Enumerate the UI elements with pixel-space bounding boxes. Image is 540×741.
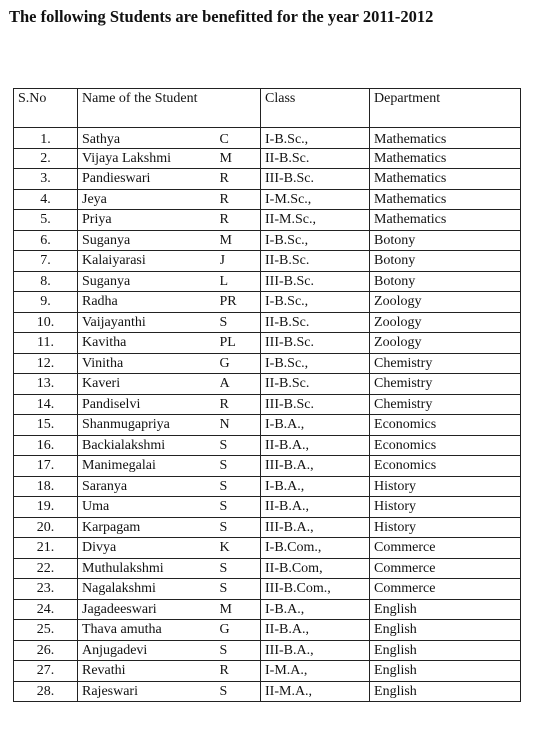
student-class: I-B.Sc.,: [261, 353, 370, 374]
serial-number: 27.: [14, 661, 78, 682]
student-initial: C: [220, 128, 261, 149]
student-initial: L: [220, 271, 261, 292]
table-row: [14, 189, 521, 210]
student-name: Nagalakshmi: [78, 579, 220, 600]
page-title: The following Students are benefitted for the year 2011-2012: [9, 7, 434, 26]
serial-number: 2.: [14, 148, 78, 169]
serial-number: 23.: [14, 579, 78, 600]
student-class: I-M.A.,: [261, 661, 370, 682]
table-row: [14, 271, 521, 292]
student-name: Vijaya Lakshmi: [78, 148, 220, 169]
table-row: [14, 374, 521, 395]
student-name: Revathi: [78, 661, 220, 682]
student-initial: S: [220, 476, 261, 497]
student-class: II-B.Com,: [261, 558, 370, 579]
student-initial: M: [220, 230, 261, 251]
student-department: Botony: [370, 271, 521, 292]
student-name: Kavitha: [78, 333, 220, 354]
student-name: Jeya: [78, 189, 220, 210]
student-department: History: [370, 517, 521, 538]
table-header-row: [14, 89, 521, 128]
table-row: [14, 251, 521, 272]
table-row: [14, 333, 521, 354]
table-row: [14, 210, 521, 231]
student-department: Zoology: [370, 333, 521, 354]
student-department: Commerce: [370, 538, 521, 559]
student-name: Anjugadevi: [78, 640, 220, 661]
student-department: Commerce: [370, 579, 521, 600]
student-name: Jagadeeswari: [78, 599, 220, 620]
serial-number: 24.: [14, 599, 78, 620]
table-row: [14, 640, 521, 661]
student-name: Karpagam: [78, 517, 220, 538]
student-initial: S: [220, 456, 261, 477]
student-name: Pandieswari: [78, 169, 220, 190]
student-name: Sathya: [78, 128, 220, 149]
student-department: Zoology: [370, 292, 521, 313]
serial-number: 8.: [14, 271, 78, 292]
student-class: II-B.Sc.: [261, 374, 370, 395]
serial-number: 13.: [14, 374, 78, 395]
student-initial: S: [220, 497, 261, 518]
student-class: III-B.A.,: [261, 640, 370, 661]
student-class: III-B.A.,: [261, 456, 370, 477]
student-class: II-B.Sc.: [261, 251, 370, 272]
student-initial: M: [220, 148, 261, 169]
student-class: I-B.Sc.,: [261, 292, 370, 313]
student-initial: R: [220, 189, 261, 210]
table-row: [14, 148, 521, 169]
student-initial: S: [220, 681, 261, 702]
student-initial: G: [220, 620, 261, 641]
student-initial: G: [220, 353, 261, 374]
student-initial: R: [220, 169, 261, 190]
student-name: Uma: [78, 497, 220, 518]
student-initial: S: [220, 579, 261, 600]
student-class: II-B.Sc.: [261, 312, 370, 333]
student-class: I-B.Sc.,: [261, 128, 370, 149]
student-initial: S: [220, 435, 261, 456]
student-name: Shanmugapriya: [78, 415, 220, 436]
student-department: Economics: [370, 415, 521, 436]
table-row: [14, 681, 521, 702]
table-row: [14, 394, 521, 415]
student-department: English: [370, 681, 521, 702]
table-row: [14, 353, 521, 374]
serial-number: 6.: [14, 230, 78, 251]
student-department: Mathematics: [370, 169, 521, 190]
serial-number: 17.: [14, 456, 78, 477]
student-initial: PL: [220, 333, 261, 354]
student-class: I-B.A.,: [261, 415, 370, 436]
table-row: [14, 620, 521, 641]
student-initial: N: [220, 415, 261, 436]
student-department: English: [370, 640, 521, 661]
table-body: [14, 128, 521, 702]
student-name: Priya: [78, 210, 220, 231]
serial-number: 25.: [14, 620, 78, 641]
student-department: Zoology: [370, 312, 521, 333]
student-initial: S: [220, 517, 261, 538]
serial-number: 28.: [14, 681, 78, 702]
student-name: Backialakshmi: [78, 435, 220, 456]
student-name: Suganya: [78, 271, 220, 292]
serial-number: 4.: [14, 189, 78, 210]
header-class: Class: [261, 89, 370, 128]
student-class: III-B.Sc.: [261, 169, 370, 190]
table-row: [14, 230, 521, 251]
student-name: Saranya: [78, 476, 220, 497]
student-initial: R: [220, 661, 261, 682]
header-department: Department: [370, 89, 521, 128]
table-row: [14, 558, 521, 579]
serial-number: 3.: [14, 169, 78, 190]
student-department: Economics: [370, 456, 521, 477]
table-row: [14, 538, 521, 559]
table-row: [14, 517, 521, 538]
table-row: [14, 497, 521, 518]
student-department: History: [370, 476, 521, 497]
serial-number: 21.: [14, 538, 78, 559]
serial-number: 19.: [14, 497, 78, 518]
student-department: Botony: [370, 230, 521, 251]
student-class: II-B.A.,: [261, 620, 370, 641]
header-sno: S.No: [14, 89, 78, 128]
student-class: I-M.Sc.,: [261, 189, 370, 210]
table-row: [14, 435, 521, 456]
student-name: Suganya: [78, 230, 220, 251]
student-department: Chemistry: [370, 394, 521, 415]
student-class: II-M.Sc.,: [261, 210, 370, 231]
table-row: [14, 476, 521, 497]
table-row: [14, 415, 521, 436]
student-name: Radha: [78, 292, 220, 313]
student-class: III-B.Com.,: [261, 579, 370, 600]
student-class: I-B.Sc.,: [261, 230, 370, 251]
student-initial: A: [220, 374, 261, 395]
student-department: Commerce: [370, 558, 521, 579]
serial-number: 22.: [14, 558, 78, 579]
student-department: English: [370, 599, 521, 620]
student-initial: S: [220, 312, 261, 333]
student-class: II-B.A.,: [261, 497, 370, 518]
student-department: English: [370, 620, 521, 641]
student-initial: S: [220, 558, 261, 579]
student-class: III-B.Sc.: [261, 271, 370, 292]
student-name: Muthulakshmi: [78, 558, 220, 579]
student-name: Vinitha: [78, 353, 220, 374]
student-name: Kalaiyarasi: [78, 251, 220, 272]
student-class: I-B.Com.,: [261, 538, 370, 559]
serial-number: 5.: [14, 210, 78, 231]
header-student-name: Name of the Student: [78, 89, 261, 128]
table-row: [14, 169, 521, 190]
student-class: II-B.A.,: [261, 435, 370, 456]
student-initial: R: [220, 210, 261, 231]
table-row: [14, 579, 521, 600]
student-department: Chemistry: [370, 374, 521, 395]
serial-number: 26.: [14, 640, 78, 661]
student-name: Thava amutha: [78, 620, 220, 641]
student-class: III-B.Sc.: [261, 394, 370, 415]
student-class: III-B.Sc.: [261, 333, 370, 354]
serial-number: 9.: [14, 292, 78, 313]
students-table: [13, 88, 521, 702]
student-department: Economics: [370, 435, 521, 456]
table-row: [14, 661, 521, 682]
serial-number: 10.: [14, 312, 78, 333]
student-class: III-B.A.,: [261, 517, 370, 538]
student-department: Mathematics: [370, 210, 521, 231]
student-initial: M: [220, 599, 261, 620]
table-row: [14, 456, 521, 477]
student-name: Rajeswari: [78, 681, 220, 702]
serial-number: 7.: [14, 251, 78, 272]
serial-number: 12.: [14, 353, 78, 374]
student-class: II-B.Sc.: [261, 148, 370, 169]
serial-number: 18.: [14, 476, 78, 497]
student-class: I-B.A.,: [261, 599, 370, 620]
student-department: Botony: [370, 251, 521, 272]
serial-number: 15.: [14, 415, 78, 436]
student-class: I-B.A.,: [261, 476, 370, 497]
serial-number: 16.: [14, 435, 78, 456]
student-initial: S: [220, 640, 261, 661]
student-department: Chemistry: [370, 353, 521, 374]
student-name: Manimegalai: [78, 456, 220, 477]
student-name: Kaveri: [78, 374, 220, 395]
table-row: [14, 599, 521, 620]
student-department: Mathematics: [370, 128, 521, 149]
serial-number: 20.: [14, 517, 78, 538]
student-initial: J: [220, 251, 261, 272]
table-row: [14, 128, 521, 149]
student-department: English: [370, 661, 521, 682]
serial-number: 14.: [14, 394, 78, 415]
student-name: Divya: [78, 538, 220, 559]
serial-number: 1.: [14, 128, 78, 149]
serial-number: 11.: [14, 333, 78, 354]
student-initial: R: [220, 394, 261, 415]
student-department: History: [370, 497, 521, 518]
student-initial: K: [220, 538, 261, 559]
student-class: II-M.A.,: [261, 681, 370, 702]
student-initial: PR: [220, 292, 261, 313]
student-name: Vaijayanthi: [78, 312, 220, 333]
student-name: Pandiselvi: [78, 394, 220, 415]
student-department: Mathematics: [370, 189, 521, 210]
student-department: Mathematics: [370, 148, 521, 169]
table-row: [14, 312, 521, 333]
table-row: [14, 292, 521, 313]
